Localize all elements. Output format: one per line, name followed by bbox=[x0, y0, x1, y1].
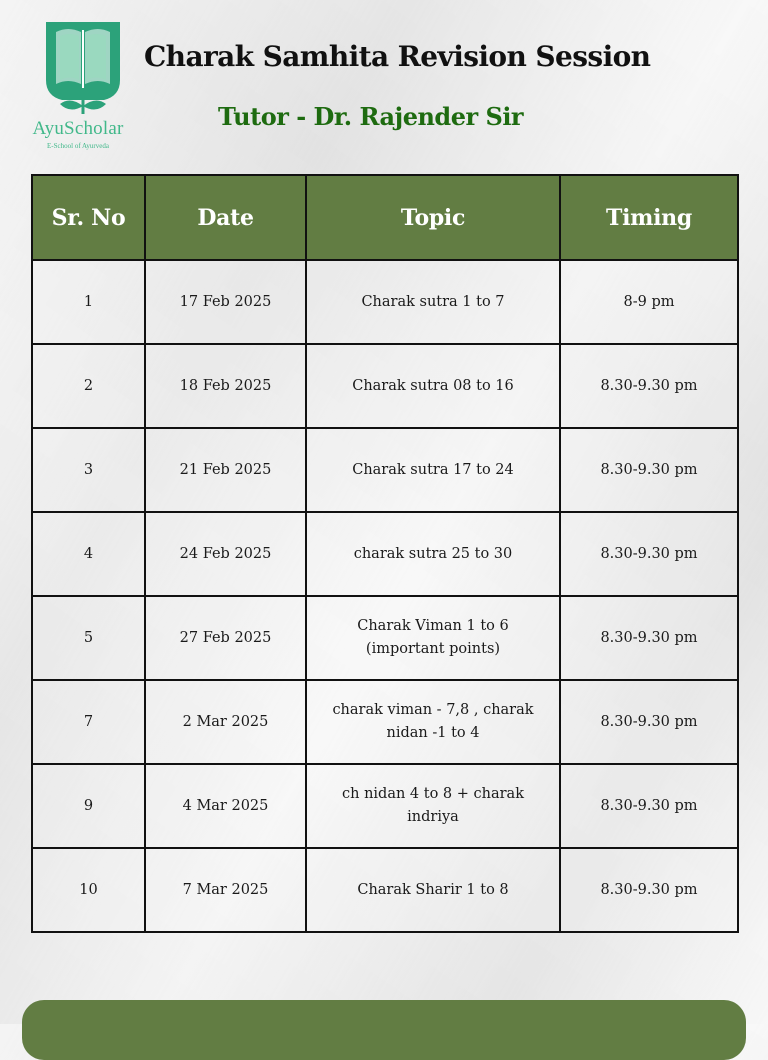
sr-no-cell: 7 bbox=[32, 680, 145, 764]
timing-cell: 8.30-9.30 pm bbox=[560, 764, 738, 848]
topic-cell: charak sutra 25 to 30 bbox=[306, 512, 560, 596]
sr-no-cell: 10 bbox=[32, 848, 145, 932]
table-row bbox=[32, 848, 738, 932]
sr-no-cell: 9 bbox=[32, 764, 145, 848]
timing-cell: 8.30-9.30 pm bbox=[560, 596, 738, 680]
date-cell: 2 Mar 2025 bbox=[145, 680, 306, 764]
table-header-row bbox=[32, 175, 738, 260]
sr-no-cell: 4 bbox=[32, 512, 145, 596]
table-row bbox=[32, 344, 738, 428]
brand-tagline: E-School of Ayurveda bbox=[47, 142, 109, 150]
date-cell: 27 Feb 2025 bbox=[145, 596, 306, 680]
sr-no-cell: 5 bbox=[32, 596, 145, 680]
tutor-subtitle: Tutor - Dr. Rajender Sir bbox=[218, 102, 524, 131]
timing-cell: 8-9 pm bbox=[560, 260, 738, 344]
brand-name: AyuScholar bbox=[32, 118, 124, 139]
topic-cell: Charak Viman 1 to 6 (important points) bbox=[306, 596, 560, 680]
sr-no-cell: 2 bbox=[32, 344, 145, 428]
timing-cell: 8.30-9.30 pm bbox=[560, 848, 738, 932]
date-cell: 17 Feb 2025 bbox=[145, 260, 306, 344]
page-title: Charak Samhita Revision Session bbox=[144, 40, 651, 73]
sr-no-cell: 1 bbox=[32, 260, 145, 344]
table-row bbox=[32, 596, 738, 680]
column-header-timing: Timing bbox=[560, 175, 738, 260]
topic-cell: Charak sutra 1 to 7 bbox=[306, 260, 560, 344]
topic-cell: ch nidan 4 to 8 + charak indriya bbox=[306, 764, 560, 848]
brand-logo bbox=[20, 18, 136, 158]
table-row bbox=[32, 260, 738, 344]
column-header-date: Date bbox=[145, 175, 306, 260]
table-row bbox=[32, 680, 738, 764]
column-header-topic: Topic bbox=[306, 175, 560, 260]
topic-cell: charak viman - 7,8 , charak nidan -1 to 4 bbox=[306, 680, 560, 764]
schedule-table bbox=[31, 174, 739, 933]
timing-cell: 8.30-9.30 pm bbox=[560, 428, 738, 512]
timing-cell: 8.30-9.30 pm bbox=[560, 512, 738, 596]
timing-cell: 8.30-9.30 pm bbox=[560, 680, 738, 764]
topic-cell: Charak sutra 17 to 24 bbox=[306, 428, 560, 512]
column-header-sr-no: Sr. No bbox=[32, 175, 145, 260]
table-row bbox=[32, 428, 738, 512]
footer-banner bbox=[22, 1000, 746, 1060]
date-cell: 24 Feb 2025 bbox=[145, 512, 306, 596]
topic-cell: Charak sutra 08 to 16 bbox=[306, 344, 560, 428]
table-row bbox=[32, 764, 738, 848]
topic-cell: Charak Sharir 1 to 8 bbox=[306, 848, 560, 932]
open-book-sprout-icon bbox=[44, 18, 122, 118]
sr-no-cell: 3 bbox=[32, 428, 145, 512]
timing-cell: 8.30-9.30 pm bbox=[560, 344, 738, 428]
table-row bbox=[32, 512, 738, 596]
date-cell: 18 Feb 2025 bbox=[145, 344, 306, 428]
date-cell: 7 Mar 2025 bbox=[145, 848, 306, 932]
date-cell: 4 Mar 2025 bbox=[145, 764, 306, 848]
date-cell: 21 Feb 2025 bbox=[145, 428, 306, 512]
